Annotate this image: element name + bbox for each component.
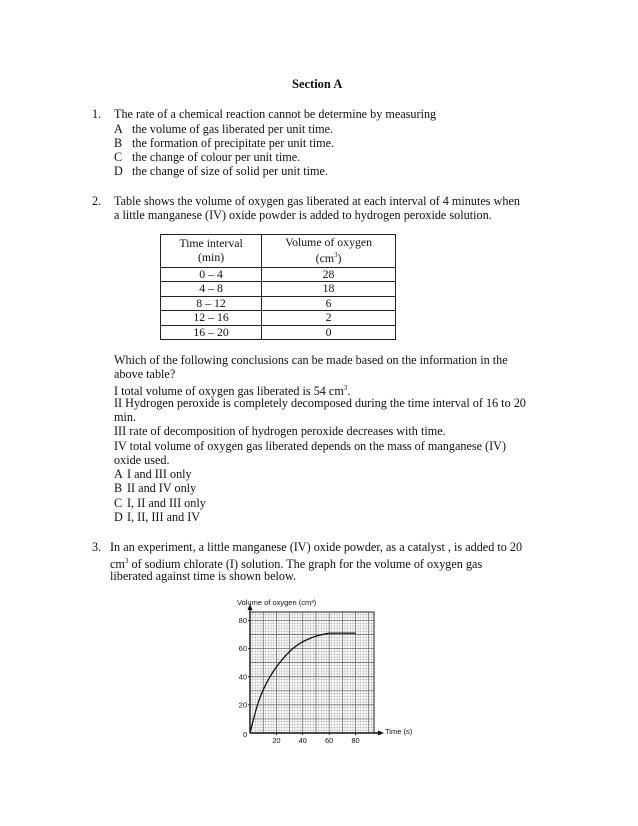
table-cell-interval: 12 – 16 (161, 311, 262, 326)
x-tick-label: 60 (324, 736, 334, 745)
question-number: 2. (92, 194, 102, 208)
table-header-row (161, 235, 396, 268)
stem-unit: cm (110, 557, 125, 572)
option-letter: B (114, 481, 123, 495)
table-cell-volume: 28 (262, 267, 396, 282)
graph-svg (232, 596, 413, 746)
statement-ii-line2: min. (114, 410, 137, 424)
option-text: I, II, III and IV (127, 510, 201, 524)
y-tick-label: 40 (238, 672, 247, 682)
table-cell-interval: 16 – 20 (161, 325, 262, 340)
question-number: 3. (92, 540, 102, 554)
option-letter: C (114, 150, 123, 164)
table-cell-interval: 4 – 8 (161, 282, 262, 297)
table-row (161, 311, 396, 326)
question-number: 1. (92, 107, 102, 121)
y-tick-label: 80 (238, 616, 247, 626)
option-text: I, II and III only (127, 496, 206, 510)
table-row (161, 296, 396, 311)
table-header-time (161, 235, 262, 268)
y-tick-label: 20 (238, 700, 247, 710)
option-letter: A (114, 467, 123, 481)
option-text: I and III only (127, 467, 192, 481)
table-row (161, 325, 396, 340)
x-axis-arrow-icon (378, 731, 384, 736)
question-text-line: above table? (114, 367, 176, 381)
statement-i-sup: 3 (343, 384, 348, 392)
header-text: Volume of oxygen (285, 235, 373, 249)
table-row (161, 267, 396, 282)
y-tick-label: 60 (238, 644, 247, 654)
table-cell-interval: 8 – 12 (161, 296, 262, 311)
statement-iv-line1: IV total volume of oxygen gas liberated depends on the mass of manganese (IV) (114, 439, 507, 453)
option-letter: B (114, 136, 123, 150)
statement-ii-line1: II Hydrogen peroxide is completely decomposed during the time interval of 16 to 20 (114, 396, 526, 410)
header-unit-sup: 3 (334, 251, 338, 260)
statement-iv-line2: oxide used. (114, 453, 170, 467)
x-tick-label: 80 (351, 736, 360, 745)
x-tick-label: 40 (298, 736, 307, 745)
stem-unit-sup: 3 (124, 557, 129, 565)
statement-i-text: I total volume of oxygen gas liberated is 54 cm (114, 384, 344, 399)
option-letter: A (114, 122, 123, 136)
statement-iii: III rate of decomposition of hydrogen peroxide decreases with time. (114, 424, 446, 438)
origin-label: 0 (243, 730, 248, 739)
question-stem: The rate of a chemical reaction cannot be determine by measuring (114, 107, 437, 121)
header-unit-post: ) (337, 251, 342, 266)
option-text: II and IV only (127, 481, 197, 495)
x-tick-label: 20 (272, 736, 281, 745)
option-text: the formation of precipitate per unit time. (132, 136, 335, 150)
option-letter: C (114, 496, 123, 510)
statement-i-post: . (347, 384, 351, 399)
table-header-volume (262, 235, 396, 268)
question-stem-line: In an experiment, a little manganese (IV) oxide powder, as a catalyst , is added to 20 (110, 540, 523, 554)
section-title: Section A (292, 77, 343, 91)
table-cell-volume: 2 (262, 311, 396, 326)
header-unit (316, 251, 342, 265)
question-stem-line: Table shows the volume of oxygen gas liberated at each interval of 4 minutes when (114, 194, 520, 208)
table-cell-volume: 18 (262, 282, 396, 297)
table-cell-volume: 0 (262, 325, 396, 340)
table-cell-interval: 0 – 4 (161, 267, 262, 282)
question-stem-line: liberated against time is shown below. (110, 569, 297, 583)
oxygen-volume-graph (232, 596, 413, 746)
option-text: the change of size of solid per unit time. (132, 164, 328, 178)
stem-text: of sodium chlorate (I) solution. The graph for the volume of oxygen gas (128, 557, 483, 572)
option-text: the change of colour per unit time. (132, 150, 301, 164)
oxygen-volume-table (160, 234, 396, 340)
option-letter: D (114, 510, 123, 524)
x-axis-label: Time (s) (385, 727, 413, 736)
y-axis-label: Volume of oxygen (cm³) (237, 598, 317, 607)
header-unit-pre: (cm (315, 251, 334, 266)
option-text: the volume of gas liberated per unit time. (132, 122, 334, 136)
header-unit: (min) (197, 249, 225, 264)
table-cell-volume: 6 (262, 296, 396, 311)
table-row (161, 282, 396, 297)
question-stem-line: a little manganese (IV) oxide powder is added to hydrogen peroxide solution. (114, 208, 492, 222)
question-text-line: Which of the following conclusions can be made based on the information in the (114, 353, 508, 367)
header-text: Time interval (179, 236, 243, 251)
option-letter: D (114, 164, 123, 178)
